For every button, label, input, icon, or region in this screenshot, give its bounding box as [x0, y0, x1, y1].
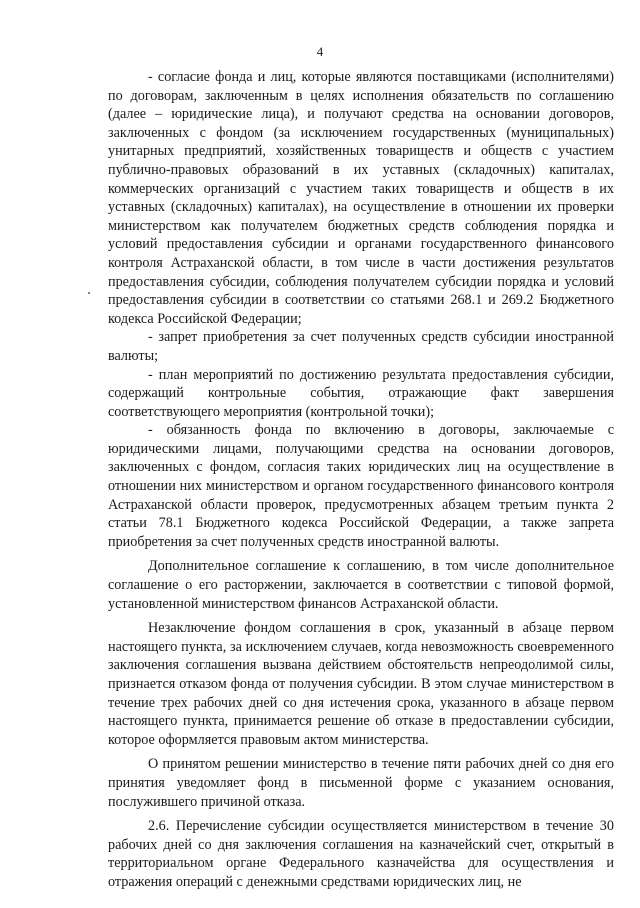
page-number: 4 [316, 44, 324, 59]
paragraph-consent: - согласие фонда и лиц, которые являются поставщиками (исполнителями) по договорам, заключенным в целях исполнения обязательств по соглашению (далее – юридические лица), и получают средства на основании договоров, заключенных с фондом (за исключением государственных (муниципальных) унитарных предприятий, хозяйственных товариществ и обществ с участием публично-правовых образований в их уставных (складочных) капиталах, коммерческих организаций с участием таких товариществ и обществ в их уставных (складочных) капиталах), на осуществление в отношении их проверки министерством как получателем бюджетных средств соблюдения порядка и условий предоставления субсидии и органами государственного финансового контроля Астраханской области, в том числе в части достижения результатов предоставления субсидии, соблюдения получателем субсидии порядка и условий предоставления субсидии в соответствии со статьями 268.1 и 269.2 Бюджетного кодекса Российской Федерации; [108, 69, 614, 327]
paragraph-action-plan: - план мероприятий по достижению результата предоставления субсидии, содержащий контрольные события, отражающие факт завершения соответствующего мероприятия (контрольной точки); [108, 366, 614, 420]
margin-mark [88, 292, 90, 294]
paragraph-additional-agreement: Дополнительное соглашение к соглашению, в том числе дополнительное соглашение о его расторжении, заключается в соответствии с типовой формой, установленной министерством финансов Астраханской области. [108, 558, 614, 612]
document-body [108, 68, 614, 892]
paragraph-non-conclusion: Незаключение фондом соглашения в срок, указанный в абзаце первом настоящего пункта, за исключением случаев, когда невозможность своевременного заключения соглашения вызвана действием обстоятельств непреодолимой силы, признается отказом фонда от получения субсидии. В этом случае министерством в течение трех рабочих дней со дня истечения срока, указанного в абзаце первом настоящего пункта, принимается решение об отказе в предоставлении субсидии, которое оформляется правовым актом министерства. [108, 620, 614, 748]
paragraph-notification: О принятом решении министерство в течение пяти рабочих дней со дня его принятия уведомляет фонд в письменной форме с указанием основания, послужившего причиной отказа. [108, 756, 614, 810]
paragraph-currency-ban: - запрет приобретения за счет полученных средств субсидии иностранной валюты; [108, 329, 614, 364]
paragraph-contract-obligation: - обязанность фонда по включению в договоры, заключаемые с юридическими лицами, получающими средства на основании договоров, заключенных с фондом, согласия таких юридических лиц на осуществление в отношении них министерством и органом государственного финансового контроля Астраханской области проверок, предусмотренных абзацем третьим пункта 2 статьи 78.1 Бюджетного кодекса Российской Федерации, а также запрета приобретения за счет полученных средств иностранной валюты. [108, 422, 614, 550]
paragraph-transfer: 2.6. Перечисление субсидии осуществляется министерством в течение 30 рабочих дней со дня заключения соглашения на казначейский счет, открытый в территориальном органе Федерального казначейства для осуществления и отражения операций с денежными средствами юридических лиц, не [108, 818, 614, 890]
